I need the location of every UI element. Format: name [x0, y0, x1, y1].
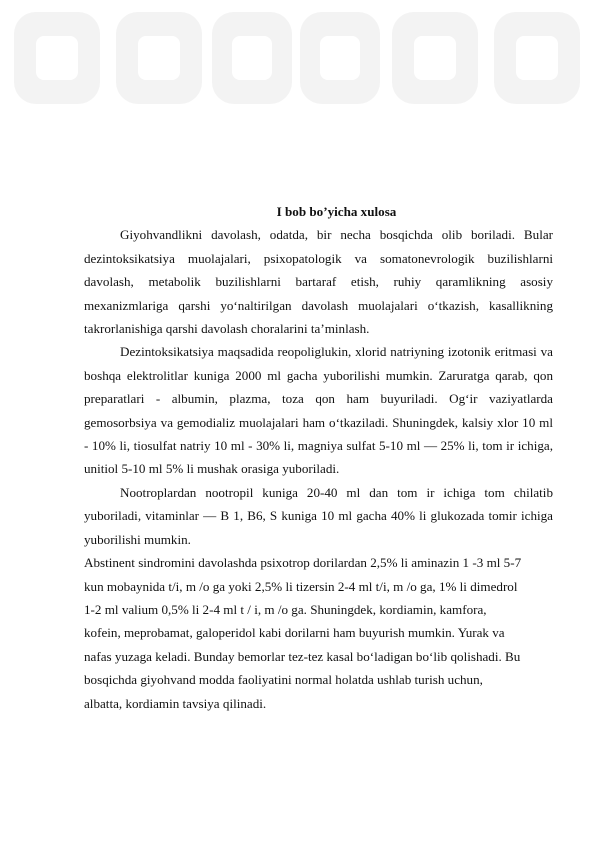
watermark-logo-pattern [0, 6, 595, 116]
document-page [84, 200, 553, 715]
paragraph-treatment-stages: Giyohvandlikni davolash, odatda, bir necha bosqichda olib boriladi. Bular dezintoksikatsiya muolajalari, psixopatologik va somatonevrologik buzilishlarni davolash, metabolik buzilishlarni bartaraf etish, ruhiy qaramlikning asosiy mexanizmlariga qarshi yo‘naltirilgan davolash muolajalari o‘tkazish, kasallikning takrorlanishiga qarshi davolash choralarini ta’minlash. [84, 227, 553, 337]
paragraph-nootropics: Nootroplardan nootropil kuniga 20-40 ml dan tom ir ichiga tom chilatib yuboriladi, vitaminlar — B 1, B6, S kuniga 10 ml gacha 40% li glukozada tomir ichiga yuborilishi mumkin. [84, 484, 553, 547]
text-line: albatta, kordiamin tavsiya qilinadi. [84, 695, 267, 711]
text-line: bosqichda giyohvand modda faoliyatini normal holatda ushlab turish uchun, [84, 672, 483, 688]
section-title: I bob bo’yicha xulosa [276, 204, 397, 219]
text-line: kofein, meprobamat, galoperidol kabi dorilarni ham buyurish mumkin. Yurak va [84, 625, 505, 641]
text-line: 1-2 ml valium 0,5% li 2-4 ml t / i, m /o ga. Shuningdek, kordiamin, kamfora, [84, 601, 487, 617]
text-line: kun mobaynida t/i, m /o ga yoki 2,5% li tizersin 2-4 ml t/i, m /o ga, 1% li dimedrol [84, 578, 518, 594]
paragraph-abstinence-syndrome [84, 551, 553, 715]
text-line: nafas yuzaga keladi. Bunday bemorlar tez-tez kasal bo‘ladigan bo‘lib qolishadi. Bu [84, 648, 521, 664]
text-line: Abstinent sindromini davolashda psixotrop dorilardan 2,5% li aminazin 1 -3 ml 5-7 [84, 555, 522, 571]
paragraph-detoxification: Dezintoksikatsiya maqsadida reopoliglukin, xlorid natriyning izotonik eritmasi va boshqa elektrolitlar kuniga 2000 ml gacha yuborilishi mumkin. Zaruratga qarab, qon preparatlari - albumin, plazma, toza qon ham buyuriladi. Og‘ir vaziyatlarda gemosorbsiya va gemodializ muolajalari ham o‘tkaziladi. Shuningdek, kalsiy xlor 10 ml - 10% li, tiosulfat natriy 10 ml - 30% li, magniya sulfat 5-10 ml — 25% li, tom ir ichiga, unitiol 5-10 ml 5% li mushak orasiga yuboriladi. [84, 344, 553, 477]
